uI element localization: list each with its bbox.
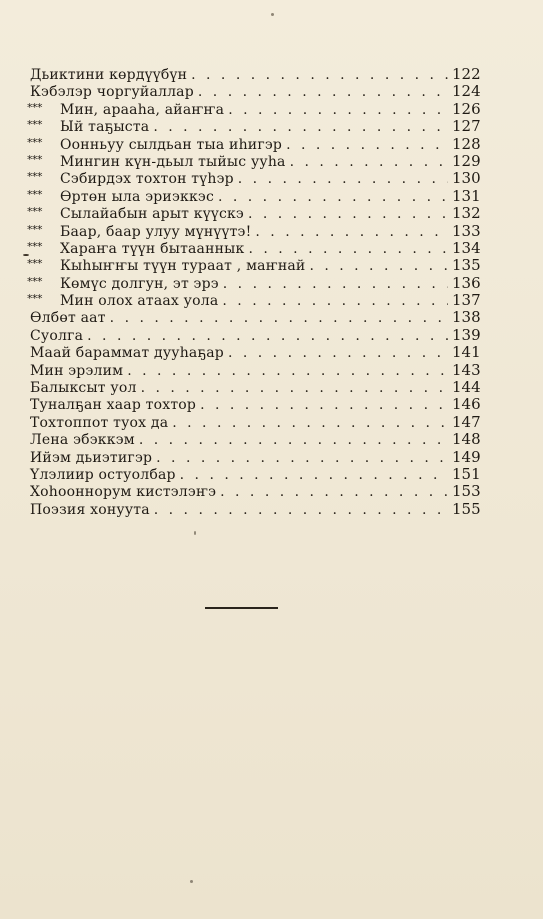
toc-entry-page-number: 130 — [452, 169, 481, 188]
toc-entry — [27, 169, 481, 188]
paper-speck — [194, 531, 196, 535]
dot-leader — [218, 189, 448, 206]
toc-entry-page-number: 153 — [452, 482, 481, 501]
toc-entry — [27, 221, 481, 240]
toc-entry-page-number: 132 — [452, 204, 481, 223]
toc-entry-page-number: 138 — [452, 308, 481, 327]
toc-entry — [27, 134, 481, 153]
toc-entry — [27, 291, 481, 310]
dot-leader — [255, 224, 448, 241]
toc-entry-title: Сэбирдэх тохтон түһэр — [60, 171, 234, 188]
toc-entry-title: Оонньуу сылдьан тыа иһигэр — [60, 136, 283, 153]
toc-entry-page-number: 129 — [452, 151, 481, 170]
toc-entry — [27, 256, 481, 275]
dot-leader — [154, 502, 448, 519]
toc-entry — [30, 344, 480, 361]
toc-entry-title: Мин, арааһа, айаҥҥа — [60, 101, 225, 118]
toc-entry-page-number: 137 — [452, 291, 481, 310]
toc-entry-page-number: 139 — [452, 325, 481, 344]
toc-entry-title: Ийэм дьиэтигэр — [30, 449, 153, 466]
toc-entry — [30, 466, 480, 483]
toc-entry-page-number: 133 — [452, 221, 481, 240]
toc-entry-title: Өртөн ыла эриэккэс — [60, 188, 214, 205]
toc-entry-title: Мин эрэлим — [30, 362, 124, 379]
toc-entry-page-number: 126 — [452, 99, 481, 118]
toc-entry-page-number: 141 — [452, 343, 481, 362]
asterism-marker: *** — [27, 118, 42, 132]
asterism-marker: *** — [27, 274, 42, 288]
dot-leader — [141, 380, 448, 397]
toc-entry-page-number: 155 — [452, 499, 481, 518]
dot-leader — [222, 293, 448, 310]
asterism-marker: *** — [27, 239, 42, 253]
toc-entry — [27, 204, 481, 223]
toc-entry — [30, 379, 480, 396]
dot-leader — [87, 328, 448, 345]
toc-entry-page-number: 131 — [452, 186, 481, 205]
toc-entry — [30, 66, 480, 83]
toc-entry-page-number: 134 — [452, 238, 481, 257]
toc-entry — [27, 151, 481, 170]
toc-entry-title: Хоһооннорум кистэлэҥэ — [30, 484, 217, 501]
toc-entry — [30, 431, 480, 448]
toc-entry-page-number: 144 — [452, 378, 481, 397]
asterism-marker: *** — [27, 170, 42, 184]
dot-leader — [286, 137, 448, 154]
asterism-marker: *** — [27, 135, 42, 149]
toc-entry-title: Балыксыт уол — [30, 380, 137, 397]
table-of-contents — [27, 65, 481, 518]
toc-entry-title: Хараҥа түүн бытааннык — [60, 240, 245, 257]
toc-entry — [27, 273, 481, 292]
dot-leader — [200, 397, 448, 414]
asterism-marker: *** — [27, 205, 42, 219]
toc-entry-title: Суолга — [30, 327, 84, 344]
toc-entry-page-number: 143 — [452, 360, 481, 379]
toc-entry-page-number: 147 — [452, 412, 481, 431]
dot-leader — [180, 467, 448, 484]
dot-leader — [139, 432, 448, 449]
dot-leader — [248, 206, 448, 223]
dot-leader — [248, 241, 448, 258]
asterism-marker: *** — [27, 257, 42, 271]
toc-entry — [30, 327, 480, 344]
dot-leader — [198, 84, 448, 101]
asterism-marker: *** — [27, 292, 42, 306]
toc-entry-title: Көмүс долгун, эт эрэ — [60, 275, 219, 292]
dot-leader — [153, 119, 448, 136]
dot-leader — [172, 415, 448, 432]
asterism-marker: *** — [27, 100, 42, 114]
toc-entry-title: Лена эбэккэм — [30, 432, 135, 449]
toc-entry-title: Өлбөт аат — [30, 310, 106, 327]
dot-leader — [309, 258, 448, 275]
dot-leader — [110, 310, 448, 327]
toc-entry-title: Сылайабын арыт күүскэ — [60, 206, 244, 223]
dot-leader — [191, 67, 448, 84]
toc-entry-title: Мингин күн-дьыл тыйыс ууһа — [60, 153, 286, 170]
toc-entry-page-number: 135 — [452, 256, 481, 275]
asterism-marker: *** — [27, 152, 42, 166]
toc-entry — [27, 238, 481, 257]
toc-entry-title: Поэзия хонуута — [30, 501, 150, 518]
toc-entry-title: Кыһыҥҥы түүн тураат , маҥнай — [60, 258, 306, 275]
toc-entry-page-number: 136 — [452, 273, 481, 292]
paper-speck — [190, 880, 193, 883]
toc-entry-page-number: 151 — [452, 464, 481, 483]
toc-entry-page-number: 128 — [452, 134, 481, 153]
toc-entry — [30, 449, 480, 466]
toc-entry — [30, 396, 480, 413]
paper-speck — [271, 13, 274, 16]
toc-entry-title: Маай бараммат дууһаҕар — [30, 345, 224, 362]
toc-entry — [27, 117, 481, 136]
toc-entry-title: Мин олох атаах уола — [60, 293, 219, 310]
asterism-marker: *** — [27, 187, 42, 201]
dot-leader — [156, 450, 448, 467]
dot-leader — [220, 484, 448, 501]
toc-entry-page-number: 148 — [452, 430, 481, 449]
toc-entry — [30, 309, 480, 326]
dot-leader — [290, 154, 448, 171]
toc-entry — [27, 99, 481, 118]
toc-entry-title: Кэбэлэр чоргуйаллар — [30, 84, 194, 101]
dot-leader — [238, 171, 448, 188]
toc-entry-title: Ый таҕыста — [60, 119, 150, 136]
toc-entry-page-number: 146 — [452, 395, 481, 414]
toc-entry-title: Үлэлиир остуолбар — [30, 466, 176, 483]
asterism-marker: *** — [27, 222, 42, 236]
dot-leader — [127, 363, 448, 380]
toc-entry-title: Тохтоппот туох да — [30, 414, 169, 431]
toc-entry — [30, 362, 480, 379]
dot-leader — [223, 276, 448, 293]
dot-leader — [228, 102, 448, 119]
toc-entry-title: Дьиктини көрдүүбүн — [30, 67, 188, 83]
toc-entry-page-number: 149 — [452, 447, 481, 466]
toc-entry-title: Туналҕан хаар тохтор — [30, 397, 197, 414]
toc-entry — [30, 483, 480, 500]
dot-leader — [228, 345, 448, 362]
section-divider — [205, 607, 278, 609]
toc-entry — [30, 83, 480, 100]
toc-entry — [27, 186, 481, 205]
toc-entry — [30, 501, 480, 518]
toc-entry — [30, 414, 480, 431]
toc-entry-page-number: 124 — [452, 82, 481, 101]
toc-entry-page-number: 127 — [452, 117, 481, 136]
toc-entry-page-number: 122 — [452, 65, 481, 83]
toc-entry-title: Баар, баар улуу мүнүүтэ! — [60, 223, 252, 240]
